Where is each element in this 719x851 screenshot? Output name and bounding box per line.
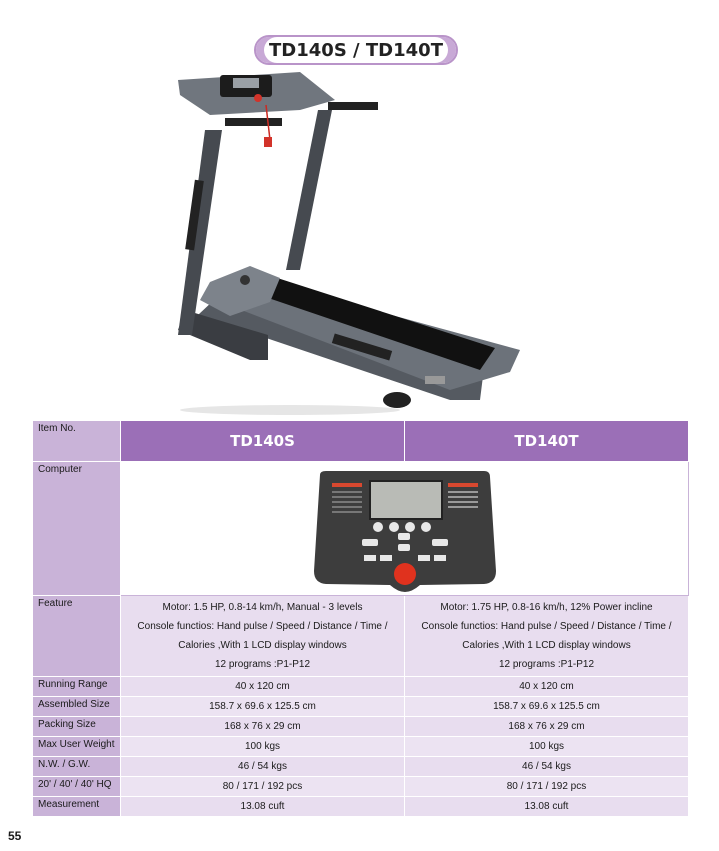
measurement-td140s: 13.08 cuft bbox=[121, 797, 405, 817]
max-user-weight-td140s: 100 kgs bbox=[121, 737, 405, 757]
nw-gw-td140t: 46 / 54 kgs bbox=[405, 757, 689, 777]
page-number: 55 bbox=[8, 829, 22, 843]
treadmill-image bbox=[150, 70, 540, 420]
container-td140t: 80 / 171 / 192 pcs bbox=[405, 777, 689, 797]
label-max-user-weight: Max User Weight bbox=[33, 737, 121, 757]
label-nw-gw: N.W. / G.W. bbox=[33, 757, 121, 777]
packing-size-td140t: 168 x 76 x 29 cm bbox=[405, 717, 689, 737]
spec-table bbox=[32, 420, 689, 817]
assembled-size-td140t: 158.7 x 69.6 x 125.5 cm bbox=[405, 697, 689, 717]
model-header-td140s: TD140S bbox=[121, 421, 405, 462]
running-range-td140t: 40 x 120 cm bbox=[405, 677, 689, 697]
nw-gw-td140s: 46 / 54 kgs bbox=[121, 757, 405, 777]
console-image bbox=[312, 471, 498, 592]
label-computer: Computer bbox=[33, 462, 121, 596]
packing-size-td140s: 168 x 76 x 29 cm bbox=[121, 717, 405, 737]
container-td140s: 80 / 171 / 192 pcs bbox=[121, 777, 405, 797]
label-running-range: Running Range bbox=[33, 677, 121, 697]
feature-td140t: Motor: 1.75 HP, 0.8-16 km/h, 12% Power incline Console functios: Hand pulse / Speed / Distance / Time / Calories ,With 1 LCD display windows 12 programs :P1-P12 bbox=[405, 596, 689, 677]
model-header-td140t: TD140T bbox=[405, 421, 689, 462]
running-range-td140s: 40 x 120 cm bbox=[121, 677, 405, 697]
label-packing-size: Packing Size bbox=[33, 717, 121, 737]
label-container: 20' / 40' / 40' HQ bbox=[33, 777, 121, 797]
computer-cell bbox=[121, 462, 689, 596]
feature-td140s: Motor: 1.5 HP, 0.8-14 km/h, Manual - 3 levels Console functios: Hand pulse / Speed / Distance / Time / Calories ,With 1 LCD display windows 12 programs :P1-P12 bbox=[121, 596, 405, 677]
max-user-weight-td140t: 100 kgs bbox=[405, 737, 689, 757]
label-assembled-size: Assembled Size bbox=[33, 697, 121, 717]
label-item-no: Item No. bbox=[33, 421, 121, 462]
measurement-td140t: 13.08 cuft bbox=[405, 797, 689, 817]
assembled-size-td140s: 158.7 x 69.6 x 125.5 cm bbox=[121, 697, 405, 717]
page-title: TD140S / TD140T bbox=[254, 35, 458, 65]
label-feature: Feature bbox=[33, 596, 121, 677]
label-measurement: Measurement bbox=[33, 797, 121, 817]
